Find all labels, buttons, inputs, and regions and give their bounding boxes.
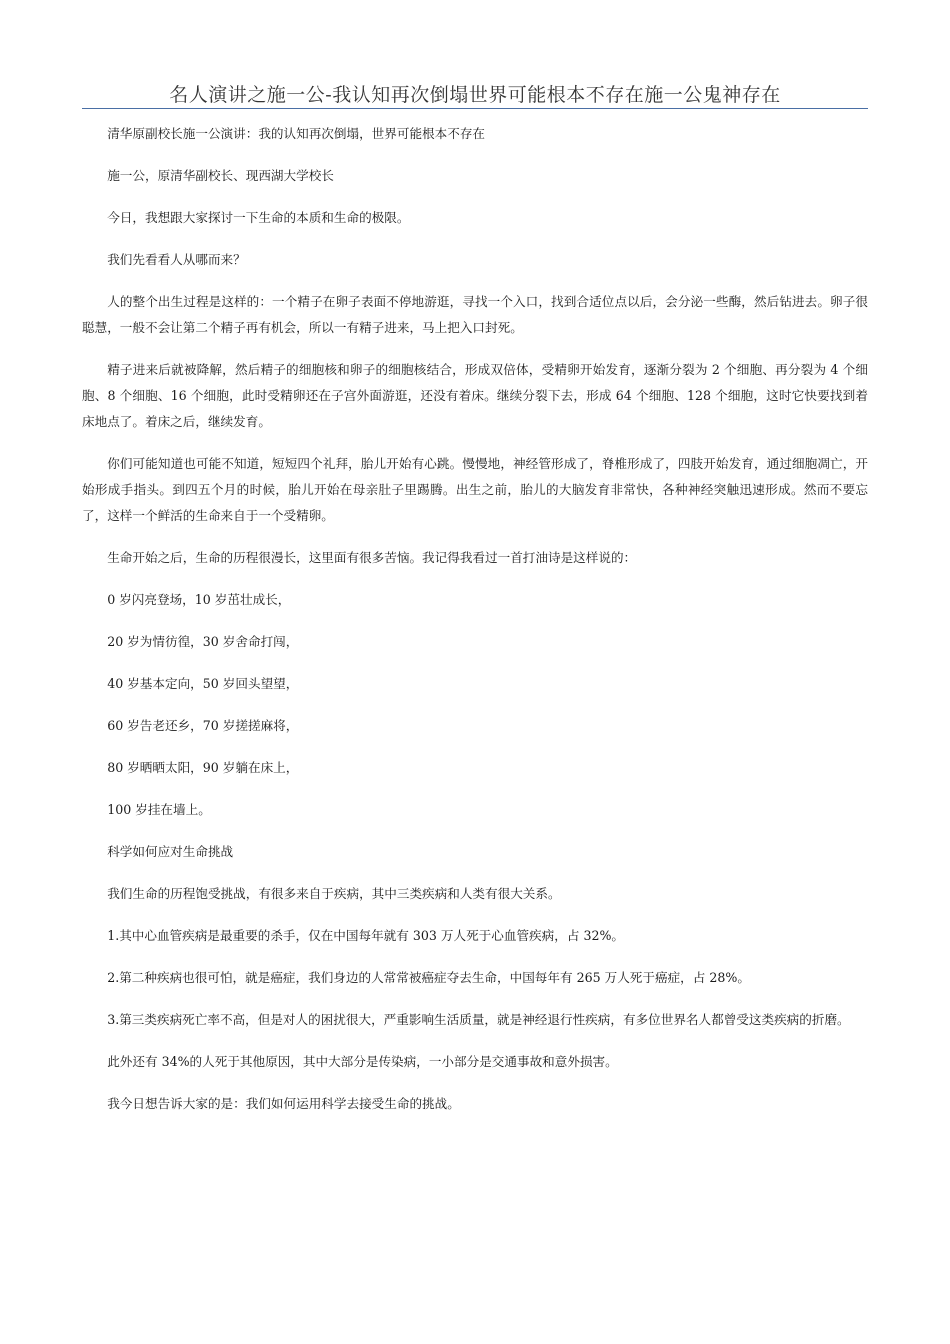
- poem-line: 0 岁闪亮登场，10 岁茁壮成长，: [107, 592, 291, 607]
- paragraph: 你们可能知道也可能不知道，短短四个礼拜，胎儿开始有心跳。慢慢地，神经管形成了，脊椎形成了，四肢开始发育，通过细胞凋亡，开始形成手指头。到四五个月的时候，胎儿开始在母亲肚子里踢腾。出生之前，胎儿的大脑发育非常快，各种神经突触迅速形成。然而不要忘了，这样一个鲜活的生命来自于一个受精卵。: [82, 456, 868, 523]
- paragraph: 施一公，原清华副校长、现西湖大学校长: [107, 168, 334, 183]
- list-item: 3.第三类疾病死亡率不高，但是对人的困扰很大，严重影响生活质量，就是神经退行性疾病，有多位世界名人都曾受这类疾病的折磨。: [107, 1012, 850, 1027]
- title-underline: [82, 108, 868, 109]
- poem-line: 40 岁基本定向，50 岁回头望望，: [107, 676, 299, 691]
- paragraph: 我们生命的历程饱受挑战，有很多来自于疾病，其中三类疾病和人类有很大关系。: [107, 886, 561, 901]
- paragraph: 此外还有 34%的人死于其他原因，其中大部分是传染病，一小部分是交通事故和意外损害。: [107, 1054, 618, 1069]
- poem-line: 100 岁挂在墙上。: [107, 802, 211, 817]
- section-heading: 科学如何应对生命挑战: [107, 844, 234, 859]
- list-item: 1.其中心血管疾病是最重要的杀手，仅在中国每年就有 303 万人死于心血管疾病，占 32%。: [107, 928, 625, 943]
- paragraph: 生命开始之后，生命的历程很漫长，这里面有很多苦恼。我记得我看过一首打油诗是这样说的：: [107, 550, 637, 565]
- paragraph: 人的整个出生过程是这样的：一个精子在卵子表面不停地游逛，寻找一个入口，找到合适位点以后，会分泌一些酶，然后钻进去。卵子很聪慧，一般不会让第二个精子再有机会，所以一有精子进来，马上把入口封死。: [82, 294, 868, 335]
- poem-line: 60 岁告老还乡，70 岁搓搓麻将，: [107, 718, 299, 733]
- paragraph: 我今日想告诉大家的是：我们如何运用科学去接受生命的挑战。: [107, 1096, 460, 1111]
- poem-line: 20 岁为情彷徨，30 岁舍命打闯，: [107, 634, 299, 649]
- document-title: 名人演讲之施一公-我认知再次倒塌世界可能根本不存在施一公鬼神存在: [169, 84, 781, 106]
- paragraph: 我们先看看人从哪而来？: [107, 252, 246, 267]
- list-item: 2.第二种疾病也很可怕，就是癌症，我们身边的人常常被癌症夺去生命，中国每年有 265 万人死于癌症，占 28%。: [107, 970, 750, 985]
- document-body: [82, 121, 868, 1133]
- paragraph: 清华原副校长施一公演讲：我的认知再次倒塌，世界可能根本不存在: [107, 126, 485, 141]
- paragraph: 精子进来后就被降解，然后精子的细胞核和卵子的细胞核结合，形成双倍体，受精卵开始发育，逐渐分裂为 2 个细胞、再分裂为 4 个细胞、8 个细胞、16 个细胞，此时受精卵还在子宫外面游逛，还没有着床。继续分裂下去，形成 64 个细胞、128 个细胞，这时它快要找到着床地点了。着床之后，继续发育。: [82, 362, 868, 429]
- poem-line: 80 岁晒晒太阳，90 岁躺在床上，: [107, 760, 299, 775]
- paragraph: 今日，我想跟大家探讨一下生命的本质和生命的极限。: [107, 210, 410, 225]
